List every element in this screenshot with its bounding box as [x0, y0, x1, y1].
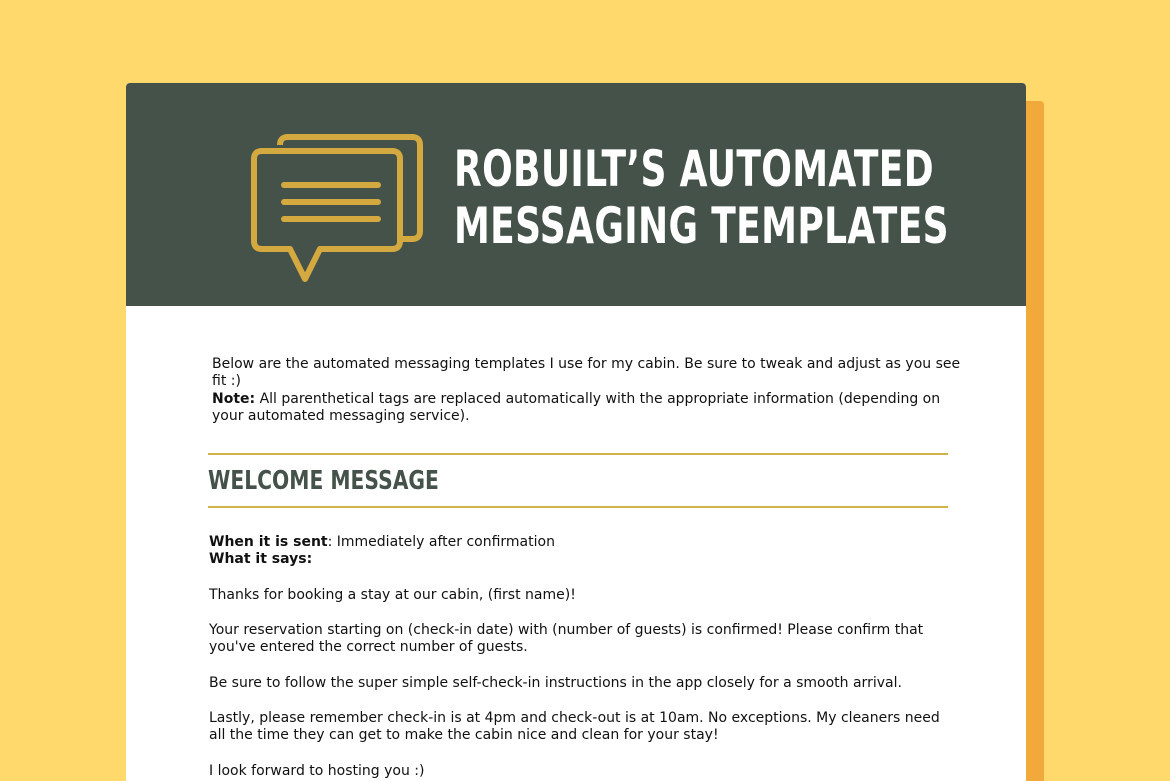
document-header [126, 83, 1026, 306]
intro-note [212, 391, 952, 425]
section-rule-top [208, 453, 948, 455]
document-page [126, 83, 1026, 781]
when-sent [209, 534, 969, 551]
what-says [209, 551, 969, 568]
when-value: : Immediately after confirmation [327, 534, 555, 550]
chat-bubbles-icon [250, 129, 424, 289]
title-line-1: ROBUILT’S AUTOMATED [454, 140, 934, 198]
note-label: Note: [212, 391, 256, 407]
note-text: All parenthetical tags are replaced automatically with the appropriate information (depending on your automated messaging service). [212, 391, 945, 424]
message-paragraph: I look forward to hosting you :) [209, 763, 425, 779]
when-label: When it is sent [209, 534, 328, 550]
message-paragraph: Your reservation starting on (check-in date) with (number of guests) is confirmed! Please confirm that you've entered the correct number of guests. [209, 622, 928, 655]
title-line-2: MESSAGING TEMPLATES [454, 197, 949, 255]
intro-text: Below are the automated messaging templates I use for my cabin. Be sure to tweak and adjust as you see fit :) [212, 356, 965, 389]
section-rule-bottom [208, 506, 948, 508]
document-title [454, 141, 949, 255]
message-paragraph: Be sure to follow the super simple self-check-in instructions in the app closely for a smooth arrival. [209, 675, 902, 691]
what-label: What it says: [209, 551, 313, 567]
section-title: WELCOME MESSAGE [208, 466, 439, 496]
message-paragraph: Thanks for booking a stay at our cabin, (first name)! [209, 587, 576, 603]
message-paragraph: Lastly, please remember check-in is at 4pm and check-out is at 10am. No exceptions. My cleaners need all the time they can get to make the cabin nice and clean for your stay! [209, 710, 945, 743]
